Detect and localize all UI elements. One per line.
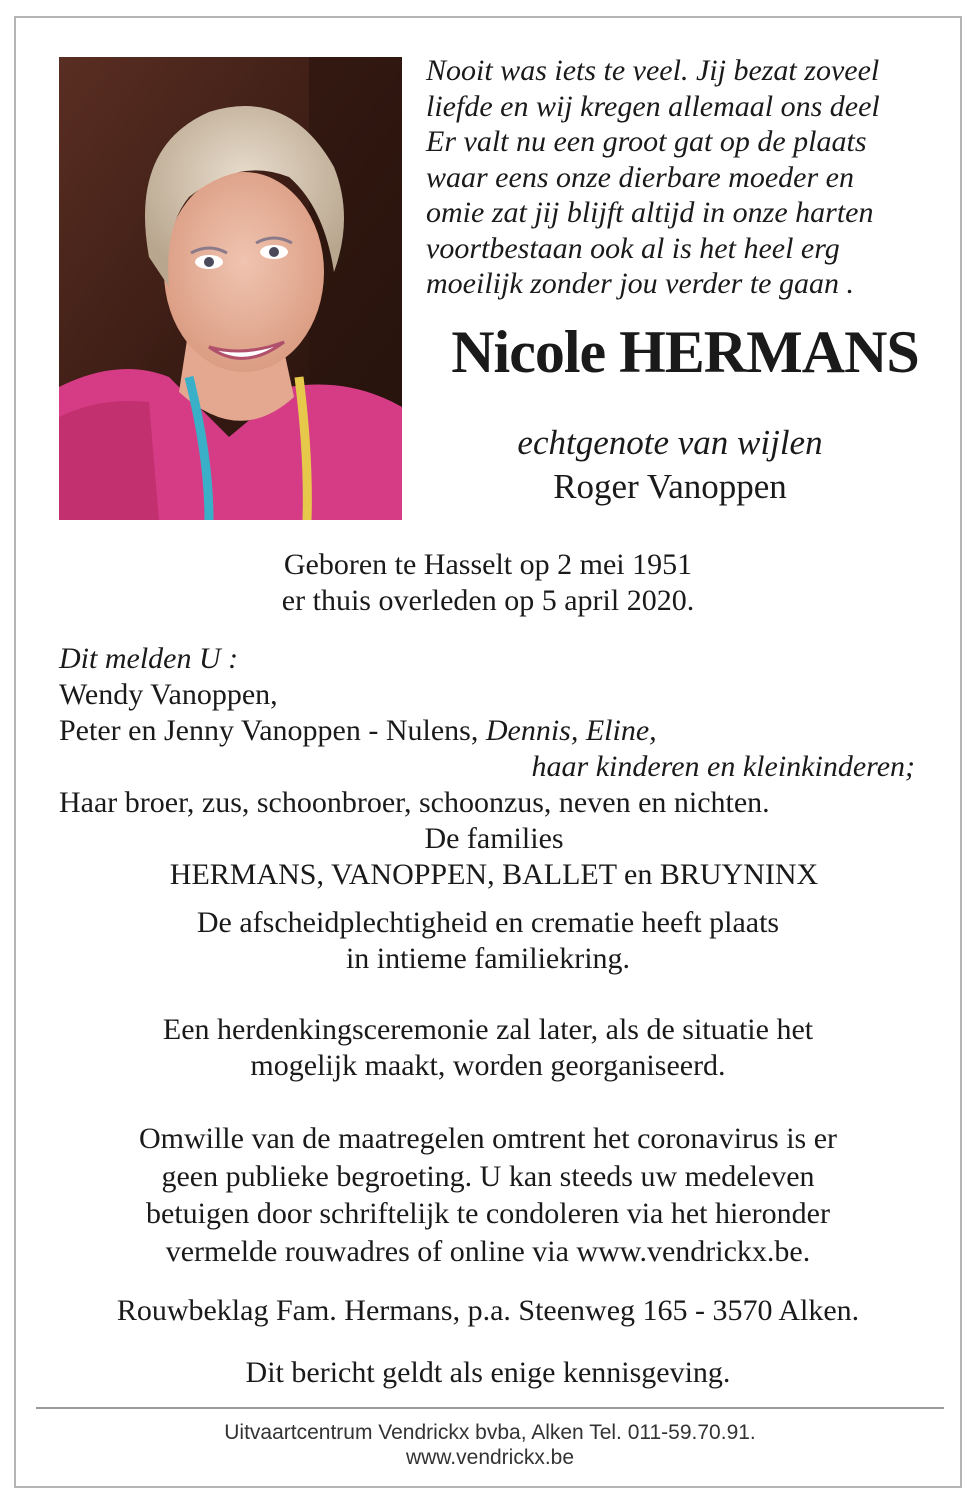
memorial-line: mogelijk maakt, worden georganiseerd. — [250, 1049, 726, 1082]
families-label: De families — [424, 822, 564, 855]
poem-line: Nooit was iets te veel. Jij bezat zoveel — [426, 54, 880, 87]
announcer-children: Peter en Jenny Vanoppen - Nulens, — [59, 714, 486, 747]
poem-line: liefde en wij kregen allemaal ons deel — [426, 89, 880, 123]
footer-company: Uitvaartcentrum Vendrickx bvba, Alken Tel. 011-59.70.91. — [224, 1421, 756, 1444]
birth-line: Geboren te Hasselt op 2 mei 1951 — [283, 548, 693, 581]
covid-line: geen publieke begroeting. U kan steeds uw medeleven — [161, 1159, 815, 1193]
announcers-intro: Dit melden U : — [59, 642, 239, 675]
announcer-line — [59, 713, 929, 749]
announcer-relation: haar kinderen en kleinkinderen; — [531, 750, 915, 783]
poem-line: waar eens onze dierbare moeder en — [426, 160, 854, 194]
covid-info — [30, 1120, 946, 1270]
poem — [426, 53, 926, 302]
memorial-info — [30, 1012, 946, 1084]
poem-line: moeilijk zonder jou verder te gaan . — [426, 267, 854, 300]
poem-line: omie zat jij blijft altijd in onze harten — [426, 196, 874, 229]
memorial-line: Een herdenkingsceremonie zal later, als de situatie het — [162, 1013, 814, 1046]
portrait-photo — [59, 57, 402, 520]
ceremony-info — [30, 905, 946, 977]
deceased-name: Nicole HERMANS — [451, 319, 919, 385]
ceremony-line: in intieme familiekring. — [345, 942, 631, 975]
poem-line: Er valt nu een groot gat op de plaats — [426, 125, 867, 158]
spouse-name: Roger Vanoppen — [553, 467, 787, 506]
spouse-prefix: echtgenote van wijlen — [517, 423, 823, 462]
announcer-grandchildren: Dennis, Eline, — [485, 714, 657, 747]
covid-line: betuigen door schriftelijk te condoleren via het hieronder — [146, 1197, 830, 1230]
footer-website: www.vendrickx.be — [405, 1446, 575, 1469]
covid-line: vermelde rouwadres of online via www.vendrickx.be. — [165, 1234, 811, 1268]
covid-line: Omwille van de maatregelen omtrent het coronavirus is er — [138, 1122, 838, 1155]
announcers — [59, 641, 929, 893]
birth-death-info — [30, 547, 946, 619]
notice-text: Dit bericht geldt als enige kennisgeving. — [245, 1356, 731, 1389]
footer-divider — [36, 1407, 944, 1409]
death-line: er thuis overleden op 5 april 2020. — [281, 584, 695, 617]
poem-line: voortbestaan ook al is het heel erg — [426, 231, 840, 265]
footer — [36, 1420, 944, 1470]
families-names: HERMANS, VANOPPEN, BALLET en BRUYNINX — [169, 858, 819, 891]
announcer-line: Wendy Vanoppen, — [59, 678, 278, 711]
condolence-address: Rouwbeklag Fam. Hermans, p.a. Steenweg 165 - 3570 Alken. — [116, 1294, 860, 1327]
ceremony-line: De afscheidplechtigheid en crematie heeft plaats — [196, 906, 780, 939]
announcer-siblings: Haar broer, zus, schoonbroer, schoonzus, neven en nichten. — [59, 786, 770, 819]
